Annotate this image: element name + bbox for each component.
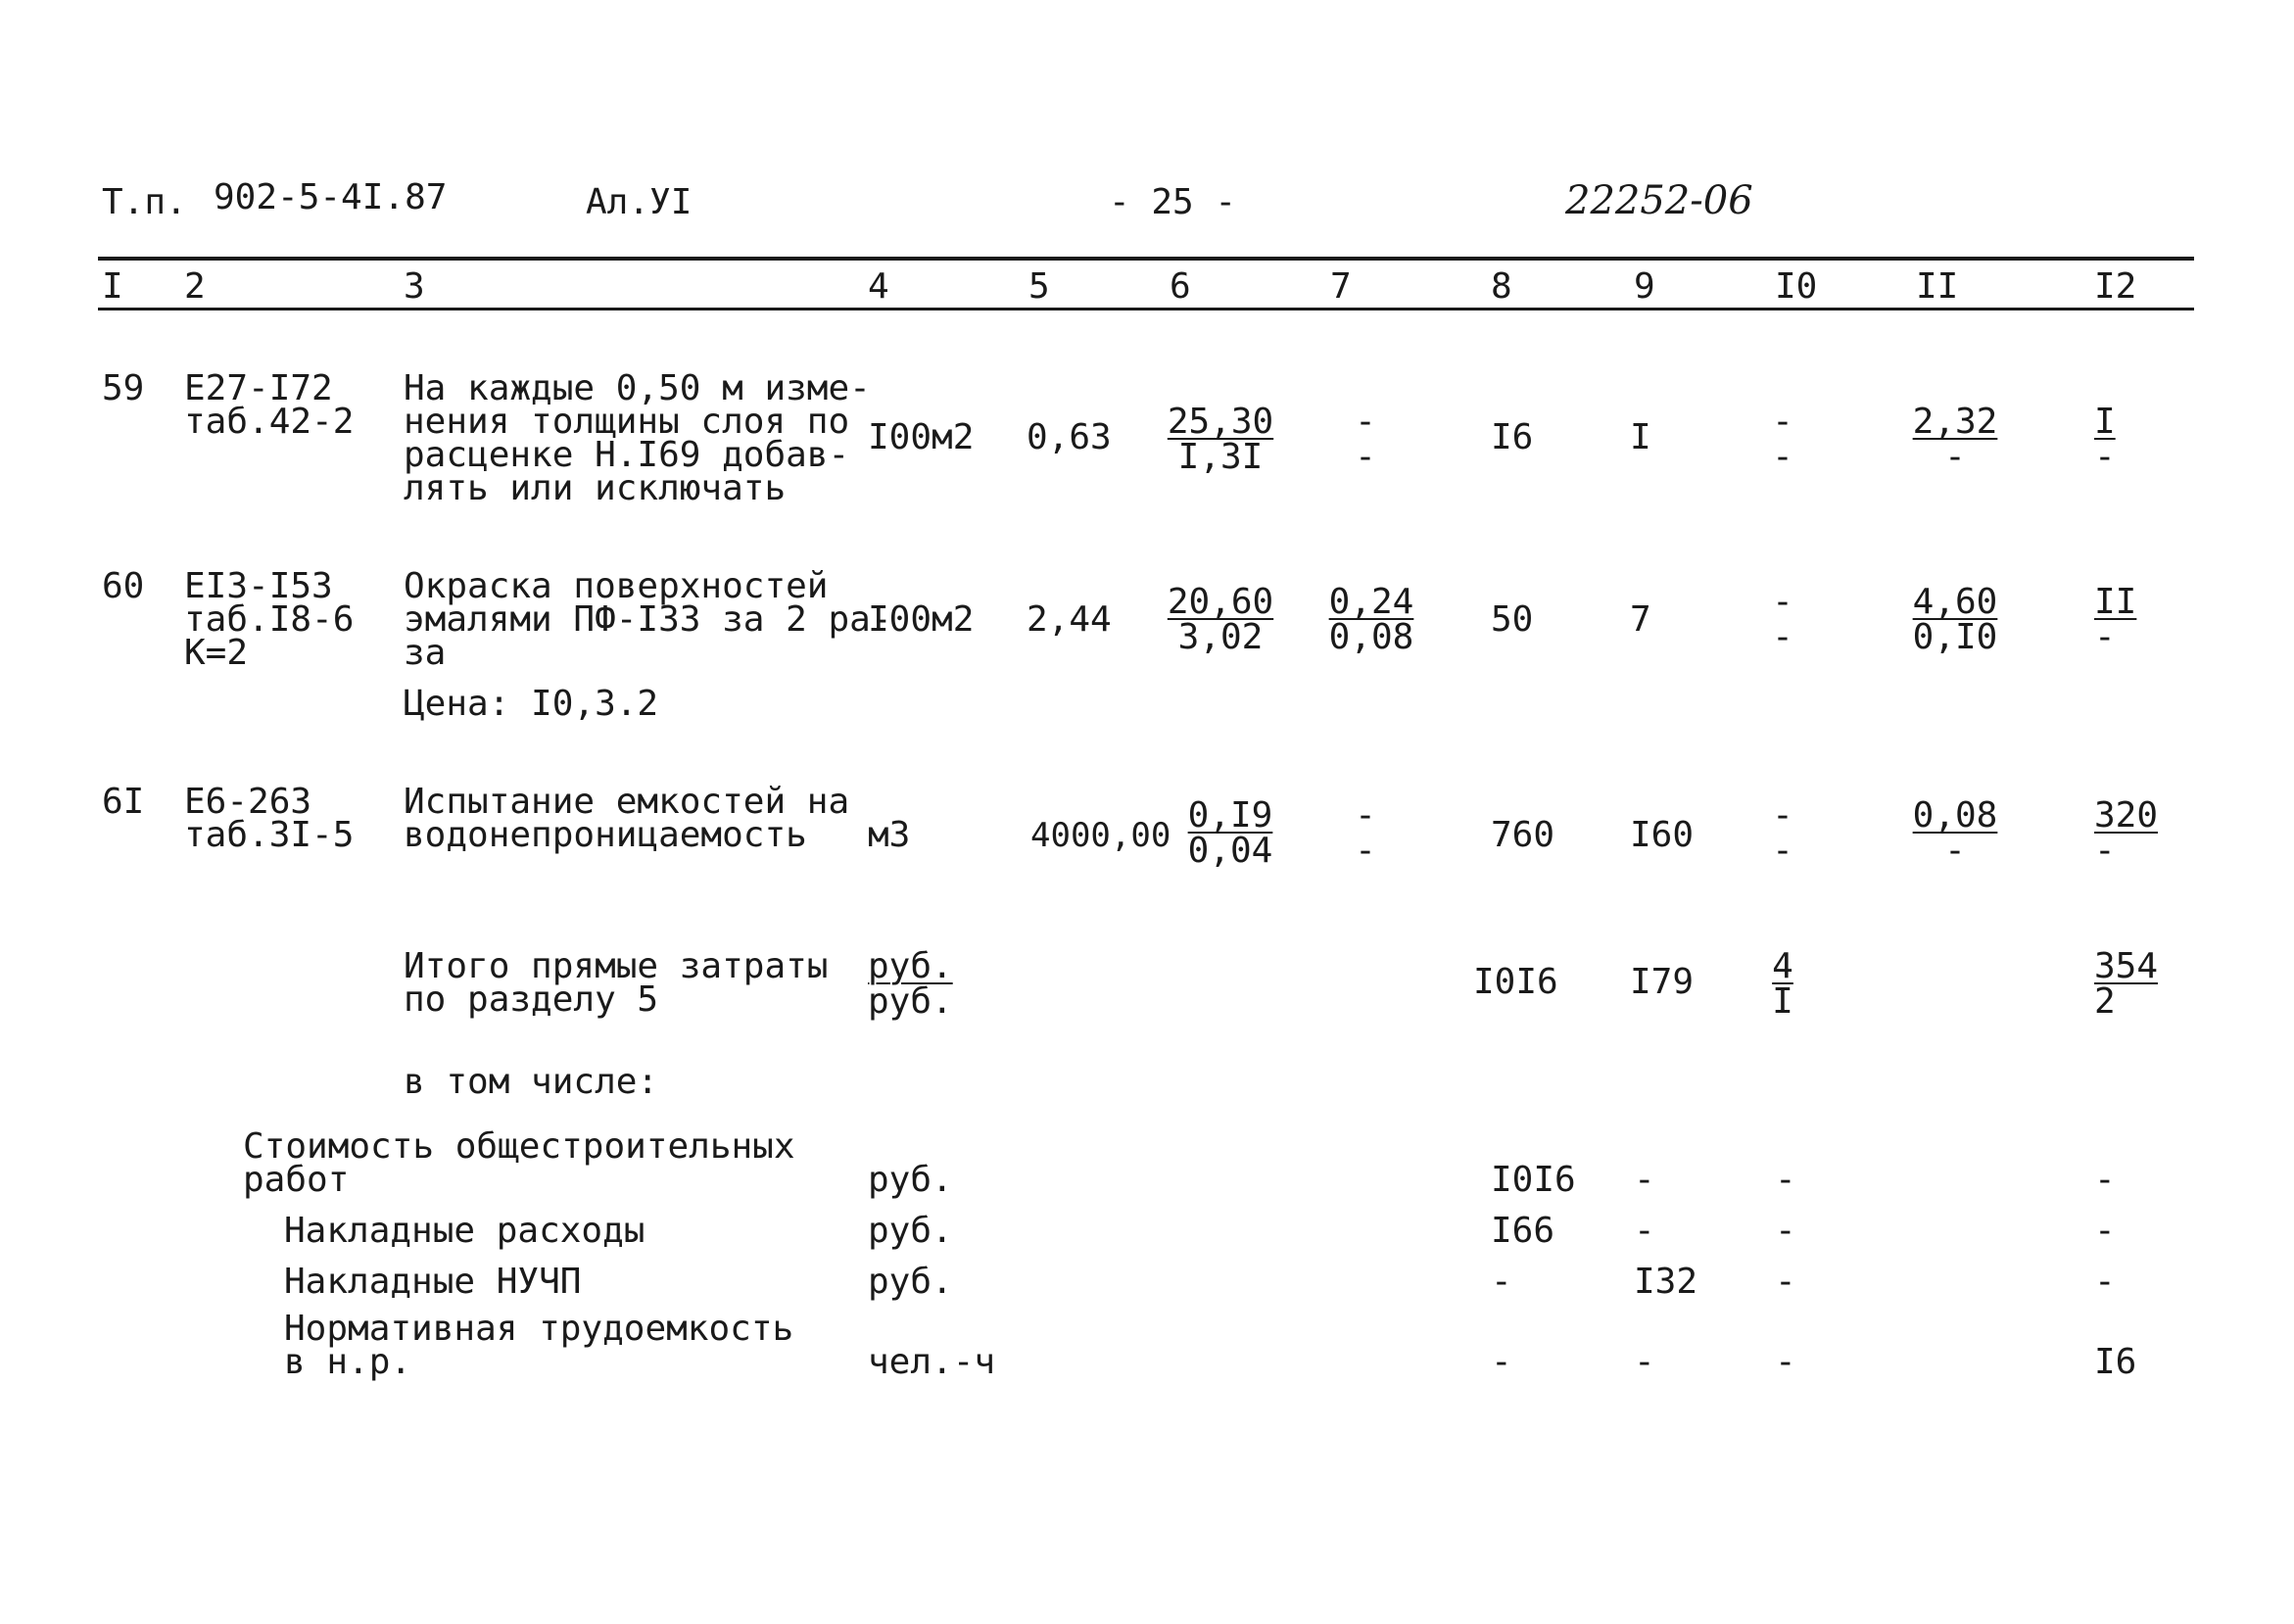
col6-value <box>1171 795 1289 871</box>
breakdown-col10: - <box>1775 1211 1796 1251</box>
breakdown-col12: - <box>2094 1160 2116 1200</box>
col12-bottom: - <box>2094 831 2116 871</box>
unit: I00м2 <box>868 417 975 457</box>
page-number: - 25 - <box>1109 182 1237 222</box>
col-num-11: II <box>1916 266 1959 307</box>
col9-value: 7 <box>1630 599 1651 640</box>
col12-top: II <box>2094 582 2137 622</box>
breakdown-label: Стоимость общестроительных работ <box>243 1126 795 1200</box>
col-num-1: I <box>102 266 123 307</box>
col-num-10: I0 <box>1775 266 1818 307</box>
project-number: 902-5-4I.87 <box>214 177 448 217</box>
quantity: 0,63 <box>1027 417 1112 457</box>
header-bottom-rule <box>98 308 2194 310</box>
breakdown-col9: - <box>1634 1160 1655 1200</box>
col7-bottom: - <box>1355 437 1376 477</box>
col-num-8: 8 <box>1491 266 1512 307</box>
col-num-2: 2 <box>184 266 206 307</box>
col8-value: 760 <box>1491 815 1555 855</box>
work-description: На каждые 0,50 м изме- нения толщины слоя по расценке Н.I69 добав- лять или исключать <box>404 368 871 508</box>
work-description: Окраска поверхностей эмалями ПФ-I33 за 2 ра- за <box>404 566 892 673</box>
col12-value <box>2094 582 2137 657</box>
col10-bottom: - <box>1772 831 1793 871</box>
col-num-3: 3 <box>404 266 425 307</box>
col12-top: I <box>2094 402 2116 442</box>
col7-value <box>1307 795 1424 871</box>
unit: I00м2 <box>868 599 975 640</box>
col10-bottom: - <box>1772 617 1793 657</box>
col6-value <box>1162 582 1279 657</box>
breakdown-col10: - <box>1775 1262 1796 1302</box>
col7-bottom: - <box>1355 831 1376 871</box>
handwritten-code: 22252-06 <box>1565 178 1753 223</box>
col11-bottom: 0,I0 <box>1912 617 1998 657</box>
col-num-5: 5 <box>1028 266 1050 307</box>
col11-bottom: - <box>1944 437 1966 477</box>
breakdown-col10: - <box>1775 1160 1796 1200</box>
col10-top: - <box>1772 795 1793 836</box>
col8-value: 50 <box>1491 599 1534 640</box>
header-top-rule <box>98 257 2194 261</box>
col7-value <box>1313 582 1430 657</box>
breakdown-label: Накладные НУЧП <box>284 1262 582 1302</box>
totals-col10-bottom: I <box>1772 981 1793 1022</box>
col7-value <box>1307 402 1424 477</box>
totals-unit-bottom: руб. <box>868 981 953 1022</box>
col6-top: 0,I9 <box>1187 795 1273 836</box>
col9-value: I <box>1630 417 1651 457</box>
col-num-6: 6 <box>1170 266 1191 307</box>
price-note: Цена: I0,3.2 <box>404 684 659 724</box>
col6-top: 20,60 <box>1167 582 1274 622</box>
unit: м3 <box>868 815 911 855</box>
col10-value <box>1724 795 1841 871</box>
totals-col10-top: 4 <box>1772 946 1793 986</box>
totals-unit-top: руб. <box>868 946 953 986</box>
col10-bottom: - <box>1772 437 1793 477</box>
rate-code: Е6-263 таб.3I-5 <box>184 782 355 855</box>
col11-top: 0,08 <box>1912 795 1998 836</box>
breakdown-col12: - <box>2094 1211 2116 1251</box>
work-description: Испытание емкостей на водонепроницаемость <box>404 782 850 855</box>
col-num-12: I2 <box>2094 266 2137 307</box>
row-number: 60 <box>102 566 145 606</box>
col-num-9: 9 <box>1634 266 1655 307</box>
col11-bottom: - <box>1944 831 1966 871</box>
totals-col12-bottom: 2 <box>2094 981 2116 1022</box>
col7-top: - <box>1355 402 1376 442</box>
totals-col10 <box>1724 946 1841 1022</box>
including-label: в том числе: <box>404 1062 659 1102</box>
breakdown-col12: I6 <box>2094 1342 2137 1382</box>
col10-top: - <box>1772 582 1793 622</box>
totals-unit <box>868 946 953 1022</box>
breakdown-col10: - <box>1775 1342 1796 1382</box>
breakdown-col9: - <box>1634 1211 1655 1251</box>
quantity: 4000,00 <box>1030 816 1171 855</box>
col6-top: 25,30 <box>1167 402 1274 442</box>
col6-bottom: 0,04 <box>1187 831 1273 871</box>
col6-bottom: I,3I <box>1177 437 1264 477</box>
col6-bottom: 3,02 <box>1177 617 1264 657</box>
col11-top: 2,32 <box>1912 402 1998 442</box>
breakdown-col8: - <box>1491 1262 1512 1302</box>
col11-value <box>1896 795 2014 871</box>
quantity: 2,44 <box>1027 599 1112 640</box>
breakdown-col9: I32 <box>1634 1262 1698 1302</box>
rate-code: Е27-I72 таб.42-2 <box>184 368 355 442</box>
rate-code: ЕI3-I53 таб.I8-6 К=2 <box>184 566 355 673</box>
breakdown-label: Накладные расходы <box>284 1211 645 1251</box>
col11-value <box>1896 582 2014 657</box>
col12-top: 320 <box>2094 795 2159 836</box>
col12-bottom: - <box>2094 617 2116 657</box>
col8-value: I6 <box>1491 417 1534 457</box>
col12-bottom: - <box>2094 437 2116 477</box>
col7-top: - <box>1355 795 1376 836</box>
breakdown-unit: руб. <box>868 1160 953 1200</box>
col10-value <box>1724 582 1841 657</box>
totals-col12 <box>2094 946 2159 1022</box>
col7-top: 0,24 <box>1328 582 1414 622</box>
col9-value: I60 <box>1630 815 1695 855</box>
breakdown-col8: I66 <box>1491 1211 1555 1251</box>
totals-col12-top: 354 <box>2094 946 2159 986</box>
breakdown-col9: - <box>1634 1342 1655 1382</box>
col-num-4: 4 <box>868 266 889 307</box>
breakdown-col8: - <box>1491 1342 1512 1382</box>
breakdown-col8: I0I6 <box>1491 1160 1576 1200</box>
col12-value <box>2094 795 2159 871</box>
col7-bottom: 0,08 <box>1328 617 1414 657</box>
col6-value <box>1162 402 1279 477</box>
breakdown-col12: - <box>2094 1262 2116 1302</box>
doc-series: Т.п. <box>102 182 187 222</box>
row-number: 6I <box>102 782 145 822</box>
col-num-7: 7 <box>1330 266 1352 307</box>
totals-col8: I0I6 <box>1473 962 1558 1002</box>
breakdown-unit: руб. <box>868 1211 953 1251</box>
col11-value <box>1896 402 2014 477</box>
row-number: 59 <box>102 368 145 408</box>
col10-value <box>1724 402 1841 477</box>
col10-top: - <box>1772 402 1793 442</box>
totals-label: Итого прямые затраты по разделу 5 <box>404 946 829 1020</box>
album-number: Ал.УI <box>586 182 693 222</box>
breakdown-label: Нормативная трудоемкость в н.р. <box>284 1309 794 1382</box>
totals-col9: I79 <box>1630 962 1695 1002</box>
col11-top: 4,60 <box>1912 582 1998 622</box>
breakdown-unit: чел.-ч <box>868 1342 996 1382</box>
col12-value <box>2094 402 2116 477</box>
breakdown-unit: руб. <box>868 1262 953 1302</box>
